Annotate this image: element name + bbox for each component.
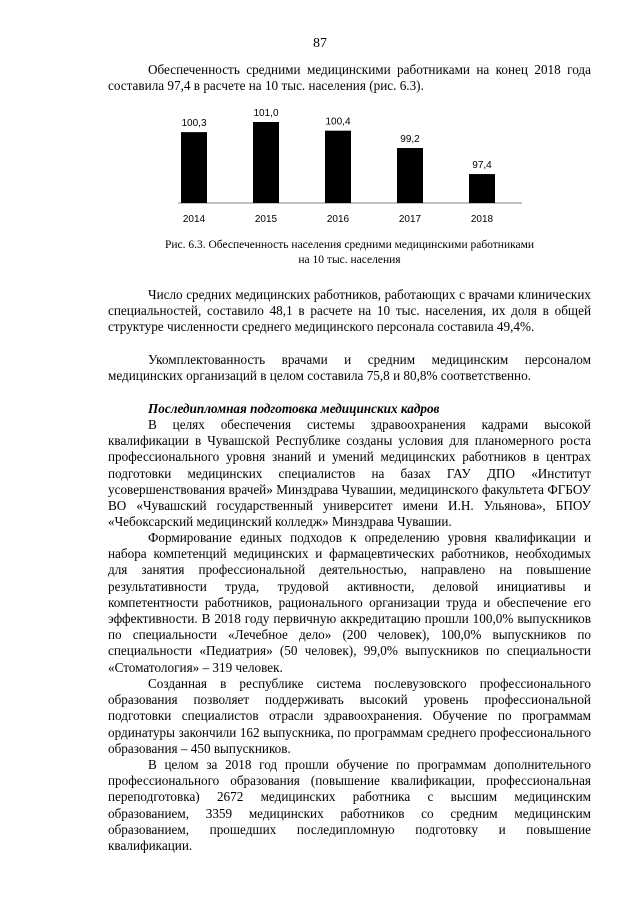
bar-2014 <box>181 132 207 203</box>
paragraph-accreditation: Формирование единых подходов к определению уровня квалификации и набора компетенций медицинских и фармацевтических работников, необходимых для занятия профессиональной деятельностью, направлено на повышение результативности труда, трудовой активности, деловой инициативы и компетентности работников, рационального организации труда и обеспечение его эффективности. В 2018 году первичную аккредитацию прошли 100,0% выпускников по специальности «Лечебное дело» (200 человек), 100,0% выпускников по специальности «Педиатрия» (50 человек), 99,0% выпускников по специальности «Стоматология» – 319 человек. <box>108 530 591 675</box>
chart-canvas <box>170 100 530 232</box>
caption-line-1: Рис. 6.3. Обеспеченность населения средними медицинскими работниками <box>164 239 535 251</box>
paragraph-cpd: В целом за 2018 год прошли обучение по программам дополнительного профессионального образования (повышение квалификации, профессиональная переподготовка) 2672 медицинских работника с высшим медицинским образованием, 3359 медицинских работников со средним медицинским образованием, прошедших последипломную подготовку и повышение квалификации. <box>108 757 591 854</box>
x-tick-label-2015: 2015 <box>254 214 278 225</box>
data-label-2017: 99,2 <box>400 134 420 146</box>
paragraph-training-centers: В целях обеспечения системы здравоохранения кадрами высокой квалификации в Чувашской Республике созданы условия для планомерного роста профессионального уровня знаний и умений медицинских работников в центрах подготовки медицинских специалистов на базах ГАУ ДПО «Институт усовершенствования врачей» Минздрава Чувашии, медицинского факультета ФГБОУ ВО «Чувашский государственный университет имени И.Н. Ульянова», БПОУ «Чебоксарский медицинский колледж» Минздрава Чувашии. <box>108 417 591 530</box>
page-number: 87 <box>313 36 327 51</box>
caption-line-2: на 10 тыс. населения <box>298 254 401 266</box>
paragraph-postgraduate: Созданная в республике система послевузовского профессионального образования позволяет поддерживать высокий уровень профессиональной подготовки специалистов отрасли здравоохранения. Обучение по программам ординатуры закончили 162 выпускника, по программам среднего профессионального образования – 450 выпускников. <box>108 676 591 756</box>
paragraph-clinical-staff: Число средних медицинских работников, работающих с врачами клинических специальностей, составило 48,1 в расчете на 10 тыс. населения, их доля в общей структуре численности среднего медицинского персонала составила 49,4%. <box>108 287 591 335</box>
bar-chart <box>170 100 530 232</box>
x-tick-label-2018: 2018 <box>470 214 494 225</box>
bar-2017 <box>397 148 423 203</box>
data-label-2016: 100,4 <box>325 116 351 128</box>
data-label-2014: 100,3 <box>181 118 207 130</box>
bar-2015 <box>253 122 279 203</box>
bar-2018 <box>469 174 495 203</box>
figure-caption <box>108 238 591 268</box>
section-heading: Последипломная подготовка медицинских кадров <box>148 401 440 416</box>
x-tick-label-2014: 2014 <box>182 214 206 225</box>
intro-paragraph: Обеспеченность средними медицинскими работниками на конец 2018 года составила 97,4 в расчете на 10 тыс. населения (рис. 6.3). <box>108 62 591 94</box>
data-label-2015: 101,0 <box>253 108 279 119</box>
x-tick-label-2016: 2016 <box>326 214 350 225</box>
x-tick-label-2017: 2017 <box>398 214 422 225</box>
bar-2016 <box>325 131 351 203</box>
data-label-2018: 97,4 <box>472 160 492 172</box>
paragraph-staffing: Укомплектованность врачами и средним медицинским персоналом медицинских организаций в целом составила 75,8 и 80,8% соответственно. <box>108 352 591 384</box>
